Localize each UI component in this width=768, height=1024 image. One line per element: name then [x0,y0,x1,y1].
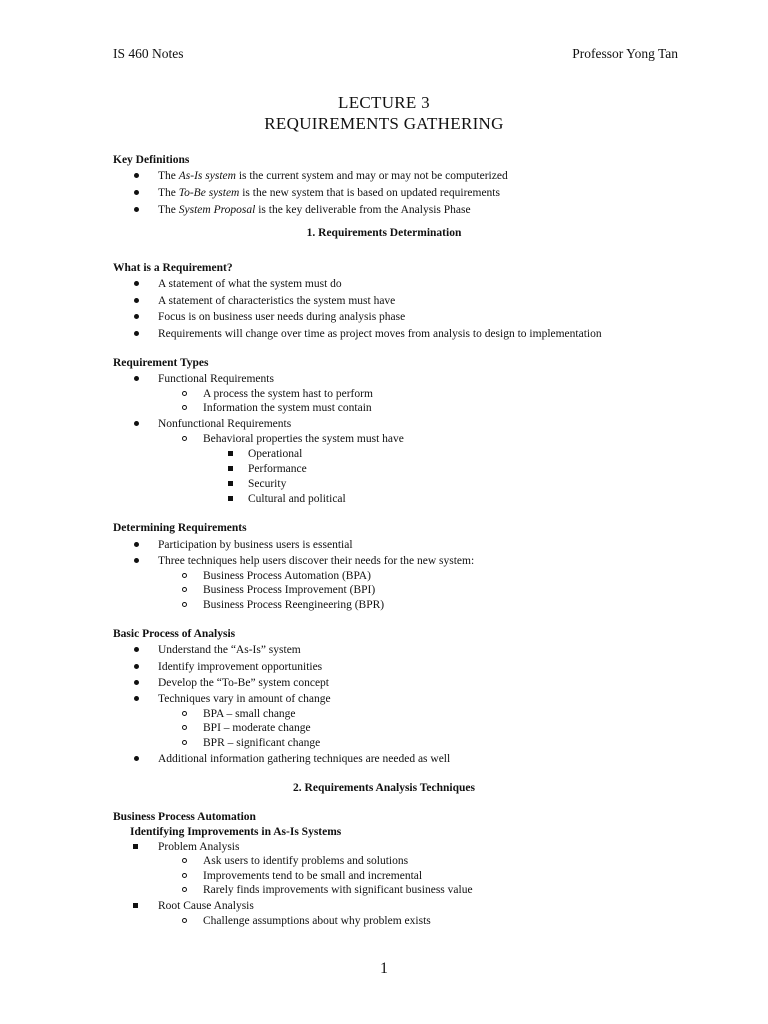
list-item: A process the system hast to perform [203,388,373,400]
bullet-dot [134,647,139,652]
bullet-circle [182,858,187,863]
bullet-square [228,496,233,501]
bullet-dot [134,376,139,381]
list-item: The System Proposal is the key deliverable from the Analysis Phase [158,204,471,216]
bullet-circle [182,602,187,607]
list-item: Cultural and political [248,493,346,505]
list-item: Three techniques help users discover their needs for the new system: [158,555,475,567]
bullet-dot [134,696,139,701]
bullet-circle [182,391,187,396]
bullet-circle [182,873,187,878]
list-item: Ask users to identify problems and solutions [203,855,409,867]
section-heading: Key Definitions [113,154,190,166]
bullet-circle [182,711,187,716]
bullet-dot [134,298,139,303]
bullet-square [228,451,233,456]
section-heading: 1. Requirements Determination [306,227,462,239]
list-item: The As-Is system is the current system and may or may not be computerized [158,170,508,182]
list-item: Requirements will change over time as project moves from analysis to design to implementation [158,328,602,340]
list-item: BPI – moderate change [203,722,311,734]
bullet-dot [134,207,139,212]
header-professor: Professor Yong Tan [572,46,678,61]
list-item: Additional information gathering techniques are needed as well [158,753,451,765]
bullet-dot [134,421,139,426]
header-course: IS 460 Notes [113,46,184,61]
list-item: Challenge assumptions about why problem exists [203,915,431,927]
bullet-circle [182,405,187,410]
list-item: Business Process Automation (BPA) [203,570,371,582]
page-number: 1 [380,960,388,977]
bullet-circle [182,436,187,441]
bullet-square [228,481,233,486]
bullet-dot [134,190,139,195]
section-heading: 2. Requirements Analysis Techniques [293,782,475,794]
lecture-title: REQUIREMENTS GATHERING [264,114,504,133]
bullet-circle [182,740,187,745]
bullet-square [133,903,138,908]
list-item: BPR – significant change [203,737,321,749]
lecture-number: LECTURE 3 [338,93,430,112]
bullet-circle [182,918,187,923]
bullet-circle [182,573,187,578]
list-item: Develop the “To-Be” system concept [158,677,329,689]
list-item: Root Cause Analysis [158,900,254,912]
list-item: Techniques vary in amount of change [158,693,331,705]
list-item: Business Process Improvement (BPI) [203,584,376,596]
list-item: Performance [248,463,307,475]
list-item: Security [248,478,287,490]
list-item: Functional Requirements [158,373,274,385]
bullet-dot [134,173,139,178]
bullet-dot [134,558,139,563]
list-item: Business Process Reengineering (BPR) [203,599,385,611]
bullet-circle [182,587,187,592]
list-item: Focus is on business user needs during analysis phase [158,311,406,323]
list-item: Information the system must contain [203,402,372,414]
list-item: Nonfunctional Requirements [158,418,292,430]
list-item: Operational [248,448,303,460]
list-item: Problem Analysis [158,841,240,853]
list-item: A statement of characteristics the system must have [158,295,396,307]
section-heading: Business Process Automation [113,811,256,823]
bullet-circle [182,887,187,892]
list-item: The To-Be system is the new system that is based on updated requirements [158,187,500,199]
bullet-dot [134,281,139,286]
section-heading: Requirement Types [113,357,209,369]
bullet-dot [134,542,139,547]
section-heading: Identifying Improvements in As-Is Systems [130,826,342,838]
list-item: Improvements tend to be small and incremental [203,870,423,882]
list-item: Identify improvement opportunities [158,661,323,673]
bullet-circle [182,725,187,730]
bullet-dot [134,756,139,761]
list-item: Understand the “As-Is” system [158,644,301,656]
bullet-dot [134,314,139,319]
list-item: Participation by business users is essential [158,539,353,551]
list-item: Rarely finds improvements with significant business value [203,884,473,896]
list-item: A statement of what the system must do [158,278,342,290]
bullet-dot [134,664,139,669]
list-item: BPA – small change [203,708,296,720]
section-heading: Basic Process of Analysis [113,628,236,640]
bullet-dot [134,680,139,685]
bullet-square [228,466,233,471]
bullet-dot [134,331,139,336]
bullet-square [133,844,138,849]
list-item: Behavioral properties the system must have [203,433,404,445]
section-heading: Determining Requirements [113,522,247,534]
section-heading: What is a Requirement? [113,262,233,274]
